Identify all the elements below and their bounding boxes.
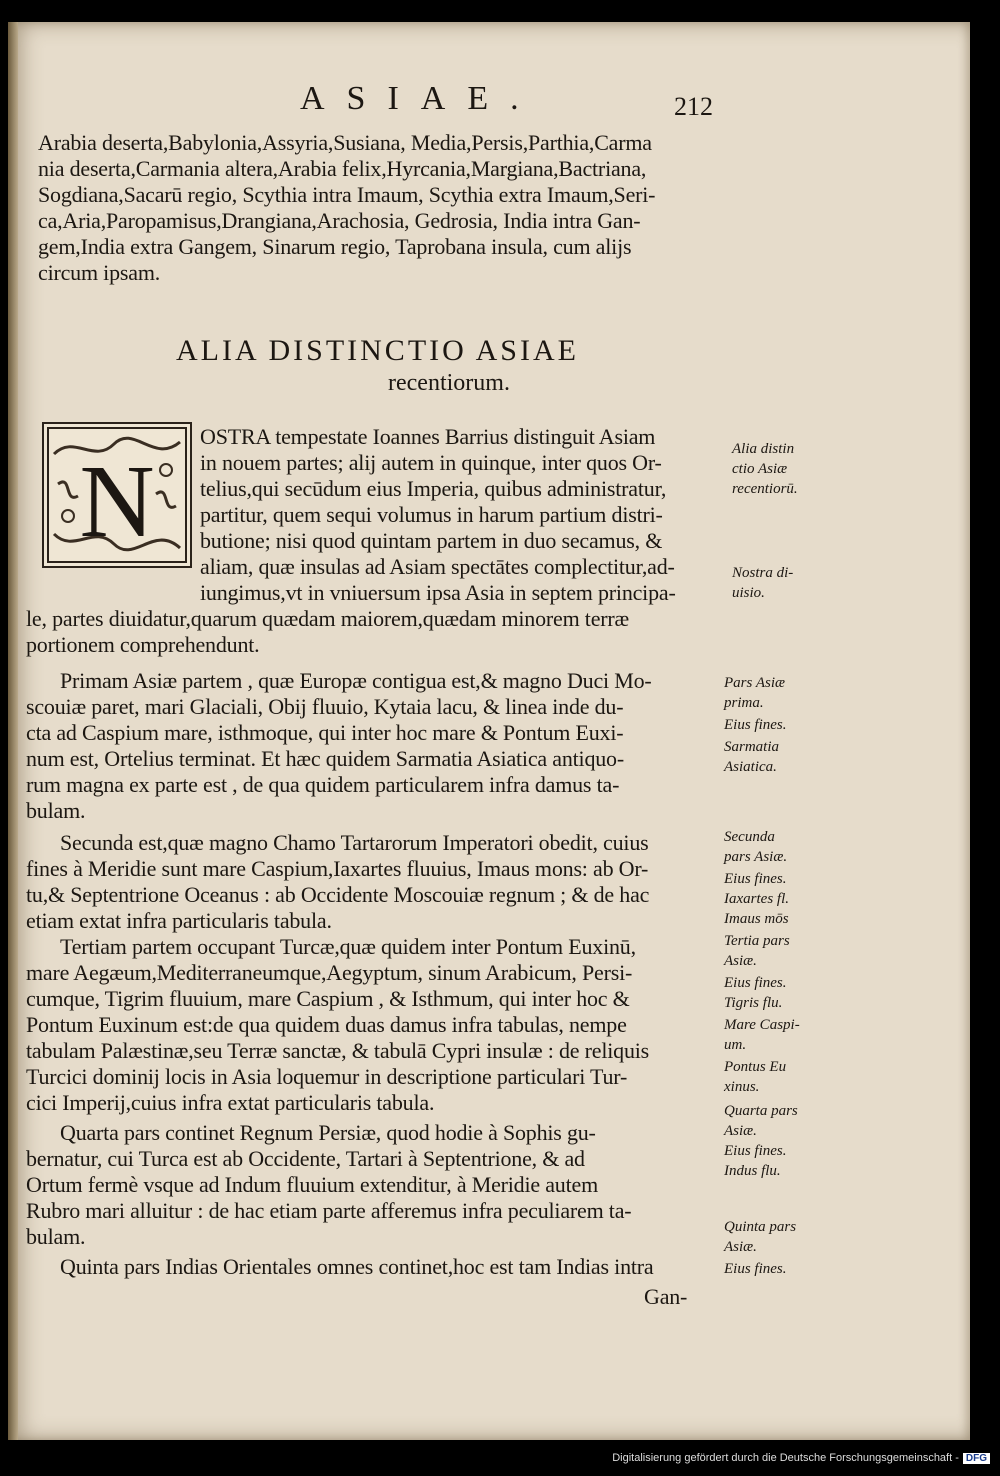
intro-line: nia deserta,Carmania altera,Arabia felix,Hyrcania,Margiana,Bactriana, (38, 156, 647, 181)
body-line: cta ad Caspium mare, isthmoque, qui inter hoc mare & Pontum Euxi- (26, 720, 624, 745)
body-line: Turcici dominij locis in Asia loquemur in descriptione particulari Tur- (26, 1064, 628, 1089)
body-line: Rubro mari alluitur : de hac etiam parte afferemus infra peculiarem ta- (26, 1198, 632, 1223)
body-line: portionem comprehendunt. (26, 632, 260, 657)
margin-note: Pars Asiæ (724, 675, 785, 691)
body-line: Quarta pars continet Regnum Persiæ, quod hodie à Sophis gu- (60, 1120, 596, 1145)
margin-note: Iaxartes fl. (724, 891, 789, 907)
body-line: Quinta pars Indias Orientales omnes continet,hoc est tam Indias intra (60, 1254, 654, 1279)
intro-line: Arabia deserta,Babylonia,Assyria,Susiana, Media,Persis,Parthia,Carma (38, 130, 652, 155)
body-line: cumque, Tigrim fluuium, mare Caspium , & Isthmum, qui inter hoc & (26, 986, 630, 1011)
body-line: fines à Meridie sunt mare Caspium,Iaxartes fluuius, Imaus mons: ab Or- (26, 856, 649, 881)
margin-note: ctio Asiæ (732, 461, 788, 477)
body-line: Ortum fermè vsque ad Indum fluuium extenditur, à Meridie autem (26, 1172, 598, 1197)
margin-note: Tigris flu. (724, 995, 783, 1011)
body-line: mare Aegæum,Mediterraneumque,Aegyptum, sinum Arabicum, Persi- (26, 960, 633, 985)
body-line: Tertiam partem occupant Turcæ,quæ quidem inter Pontum Euxinū, (60, 934, 636, 959)
body-line: cici Imperij,cuius infra extat particularis tabula. (26, 1090, 435, 1115)
margin-note: Asiatica. (724, 759, 777, 775)
margin-note: recentiorū. (732, 481, 798, 497)
body-line: iungimus,vt in vniuersum ipsa Asia in septem principa- (200, 580, 676, 605)
body-line: etiam extat infra particularis tabula. (26, 908, 332, 933)
digitization-credit (612, 1452, 990, 1464)
margin-note: Eius fines. (724, 975, 787, 991)
margin-note: Nostra di- (732, 565, 794, 581)
margin-note: Sarmatia (724, 739, 780, 755)
margin-note: Mare Caspi- (724, 1017, 800, 1033)
section-subtitle: recentiorum. (388, 370, 510, 396)
decorative-initial (42, 422, 192, 568)
body-line: Secunda est,quæ magno Chamo Tartarorum Imperatori obedit, cuius (60, 830, 649, 855)
margin-note: Quinta pars (724, 1219, 797, 1235)
margin-note: um. (724, 1037, 747, 1053)
ornament-icon (44, 424, 190, 566)
intro-line: gem,India extra Gangem, Sinarum regio, Taprobana insula, cum alijs (38, 234, 632, 259)
body-line: telius,qui secūdum eius Imperia, quibus administratur, (200, 476, 667, 501)
margin-note: Eius fines. (724, 1261, 787, 1277)
body-line: tabulam Palæstinæ,seu Terræ sanctæ, & tabulā Cypri insulæ : de reliquis (26, 1038, 650, 1063)
margin-note: Asiæ. (724, 1239, 757, 1255)
margin-note: xinus. (724, 1079, 760, 1095)
body-line: le, partes diuidatur,quarum quædam maiorem,quædam minorem terræ (26, 606, 629, 631)
book-spine (8, 22, 18, 1440)
margin-note: Eius fines. (724, 717, 787, 733)
drop-cap-letter: N (79, 444, 155, 559)
body-line: in nouem partes; alij autem in quinque, inter quos Or- (200, 450, 662, 475)
margin-note: prima. (724, 695, 764, 711)
margin-note: Asiæ. (724, 953, 757, 969)
intro-line: ca,Aria,Paropamisus,Drangiana,Arachosia, Gedrosia, India intra Gan- (38, 208, 641, 233)
margin-note: Quarta pars (724, 1103, 798, 1119)
body-line: bulam. (26, 1224, 86, 1249)
margin-note: Asiæ. (724, 1123, 757, 1139)
credit-text: Digitalisierung gefördert durch die Deutsche Forschungsgemeinschaft - (612, 1452, 959, 1464)
body-line: num est, Ortelius terminat. Et hæc quidem Sarmatia Asiatica antiquo- (26, 746, 624, 771)
body-line: bulam. (26, 798, 86, 823)
body-line: bernatur, cui Turca est ab Occidente, Tartari à Septentrione, & ad (26, 1146, 585, 1171)
margin-note: uisio. (732, 585, 765, 601)
margin-note: Alia distin (732, 441, 795, 457)
body-line: butione; nisi quod quintam partem in duo secamus, & (200, 528, 663, 553)
catchword: Gan- (644, 1284, 688, 1309)
margin-note: Pontus Eu (724, 1059, 787, 1075)
body-line: rum magna ex parte est , de qua quidem particularem infra damus ta- (26, 772, 620, 797)
margin-note: Eius fines. (724, 871, 787, 887)
margin-note: pars Asiæ. (724, 849, 788, 865)
section-title: ALIA DISTINCTIO ASIAE (176, 334, 579, 367)
intro-line: Sogdiana,Sacarū regio, Scythia intra Imaum, Scythia extra Imaum,Seri- (38, 182, 656, 207)
body-line: Primam Asiæ partem , quæ Europæ contigua est,& magno Duci Mo- (60, 668, 652, 693)
book-page (8, 22, 970, 1440)
running-header: ASIAE. (300, 80, 541, 117)
margin-note: Secunda (724, 829, 775, 845)
body-line: tu,& Septentrione Oceanus : ab Occidente Moscouiæ regnum ; & de hac (26, 882, 650, 907)
body-line: OSTRA tempestate Ioannes Barrius distinguit Asiam (200, 424, 656, 449)
body-line: Pontum Euxinum est:de qua quidem duas damus infra tabulas, nempe (26, 1012, 627, 1037)
page-number: 212 (674, 92, 713, 121)
margin-note: Indus flu. (724, 1163, 781, 1179)
margin-note: Imaus mōs (724, 911, 789, 927)
body-line: aliam, quæ insulas ad Asiam spectātes complectitur,ad- (200, 554, 675, 579)
body-line: partitur, quem sequi volumus in harum partium distri- (200, 502, 663, 527)
margin-note: Tertia pars (724, 933, 790, 949)
body-line: scouiæ paret, mari Glaciali, Obij fluuio, Kytaia lacu, & linea inde du- (26, 694, 624, 719)
intro-line: circum ipsam. (38, 260, 161, 285)
margin-note: Eius fines. (724, 1143, 787, 1159)
dfg-logo: DFG (963, 1453, 990, 1464)
